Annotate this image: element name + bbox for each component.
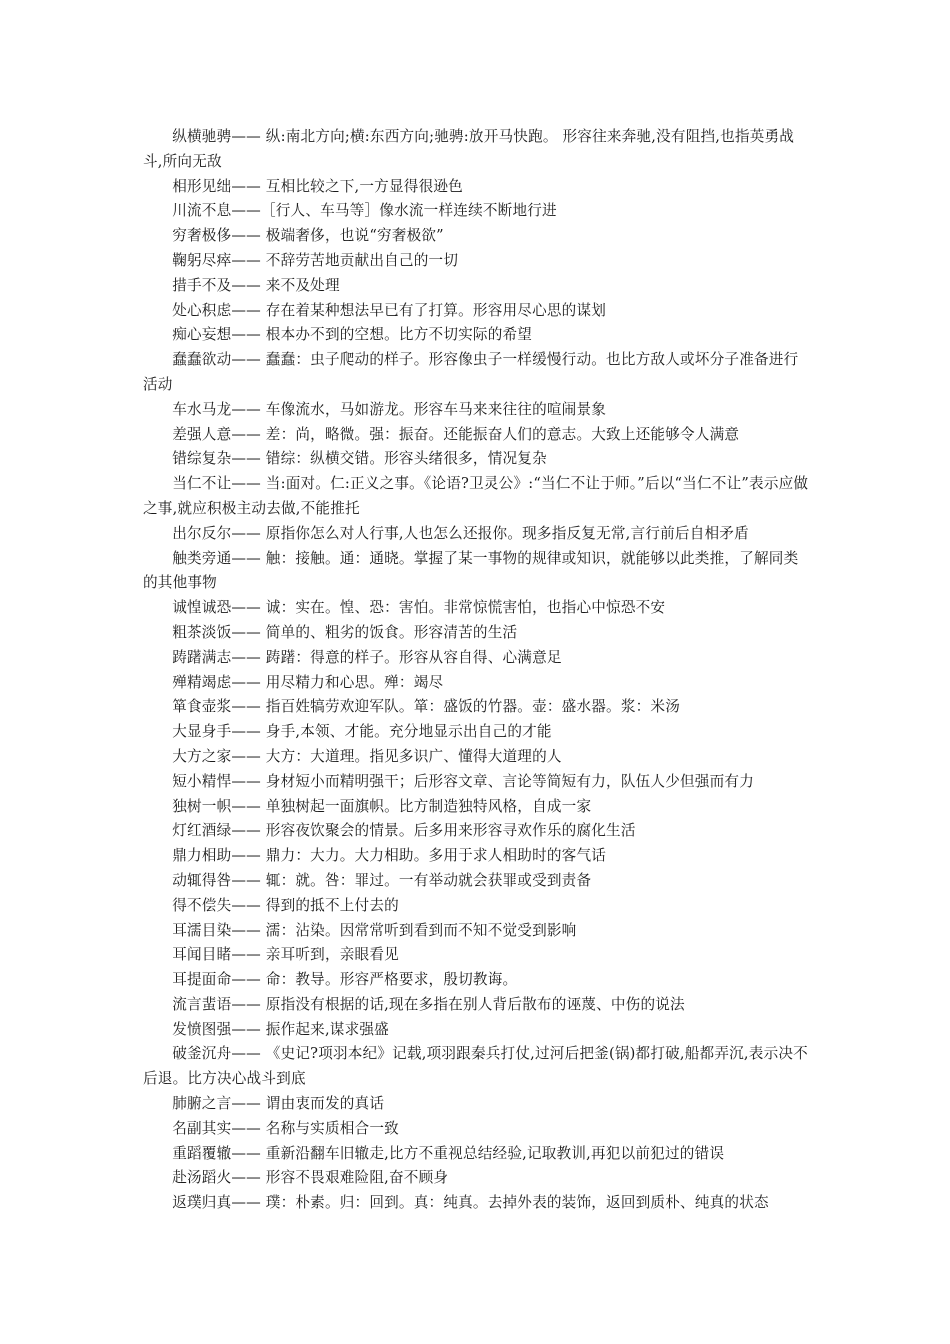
idiom-entry: 川流不息——［行人、车马等］像水流一样连续不断地行进 bbox=[172, 202, 557, 220]
idiom-entry: 鼎力相助—— 鼎力：大力。大力相助。多用于求人相助时的客气话 bbox=[172, 847, 607, 865]
idiom-entry: 动辄得咎—— 辄：就。咎：罪过。一有举动就会获罪或受到责备 bbox=[172, 871, 592, 889]
idiom-entry: 痴心妄想—— 根本办不到的空想。比方不切实际的希望 bbox=[172, 326, 533, 344]
idiom-entry: 发愤图强—— 振作起来,谋求强盛 bbox=[172, 1020, 389, 1038]
idiom-list bbox=[143, 125, 811, 1216]
idiom-entry: 箪食壶浆—— 指百姓犒劳欢迎军队。箪：盛饭的竹器。壶：盛水器。浆：米汤 bbox=[172, 698, 681, 716]
idiom-entry: 得不偿失—— 得到的抵不上付去的 bbox=[172, 896, 399, 914]
idiom-entry: 赴汤蹈火—— 形容不畏艰难险阻,奋不顾身 bbox=[172, 1169, 449, 1187]
idiom-entry: 灯红酒绿—— 形容夜饮聚会的情景。后多用来形容寻欢作乐的腐化生活 bbox=[172, 822, 636, 840]
idiom-entry: 粗茶淡饭—— 简单的、粗劣的饭食。形容清苦的生活 bbox=[172, 623, 518, 641]
idiom-entry: 鞠躬尽瘁—— 不辞劳苦地贡献出自己的一切 bbox=[172, 251, 459, 269]
idiom-entry: 错综复杂—— 错综：纵横交错。形容头绪很多，情况复杂 bbox=[172, 450, 547, 468]
idiom-entry: 返璞归真—— 璞：朴素。归：回到。真：纯真。去掉外表的装饰，返回到质朴、纯真的状态 bbox=[172, 1194, 769, 1212]
idiom-entry: 大显身手—— 身手,本领、才能。充分地显示出自己的才能 bbox=[172, 723, 552, 741]
idiom-entry: 殚精竭虑—— 用尽精力和心思。殚：竭尽 bbox=[172, 673, 444, 691]
idiom-entry: 破釜沉舟—— 《史记?项羽本纪》记载,项羽跟秦兵打仗,过河后把釜(锅)都打破,船都弄沉,表示决不后退。比方决心战斗到底 bbox=[143, 1045, 808, 1088]
idiom-entry: 相形见绌—— 互相比较之下,一方显得很逊色 bbox=[172, 177, 463, 195]
idiom-entry: 大方之家—— 大方：大道理。指见多识广、懂得大道理的人 bbox=[172, 747, 562, 765]
idiom-entry: 耳闻目睹—— 亲耳听到，亲眼看见 bbox=[172, 946, 399, 964]
idiom-entry: 流言蜚语—— 原指没有根据的话,现在多指在别人背后散布的诬蔑、中伤的说法 bbox=[172, 995, 685, 1013]
idiom-entry: 蠢蠢欲动—— 蠢蠢：虫子爬动的样子。形容像虫子一样缓慢行动。也比方敌人或坏分子准备进行活动 bbox=[143, 351, 799, 393]
idiom-entry: 名副其实—— 名称与实质相合一致 bbox=[172, 1119, 399, 1137]
idiom-entry: 肺腑之言—— 谓由衷而发的真话 bbox=[172, 1095, 385, 1113]
idiom-entry: 穷奢极侈—— 极端奢侈，也说“穷奢极欲” bbox=[172, 227, 444, 245]
idiom-entry: 触类旁通—— 触：接触。通：通晓。掌握了某一事物的规律或知识，就能够以此类推，了解同类的其他事物 bbox=[143, 549, 799, 592]
idiom-entry: 短小精悍—— 身材短小而精明强干；后形容文章、言论等简短有力，队伍人少但强而有力 bbox=[172, 772, 754, 790]
idiom-entry: 耳提面命—— 命：教导。形容严格要求，殷切教诲。 bbox=[172, 971, 518, 989]
idiom-entry: 出尔反尔—— 原指你怎么对人行事,人也怎么还报你。现多指反复无常,言行前后自相矛盾 bbox=[172, 524, 749, 542]
idiom-entry: 重蹈覆辙—— 重新沿翻车旧辙走,比方不重视总结经验,记取教训,再犯以前犯过的错误 bbox=[172, 1144, 725, 1162]
idiom-entry: 独树一帜—— 单独树起一面旗帜。比方制造独特风格，自成一家 bbox=[172, 797, 592, 815]
idiom-entry: 措手不及—— 来不及处理 bbox=[172, 276, 340, 294]
idiom-entry: 诚惶诚恐—— 诚：实在。惶、恐：害怕。非常惊慌害怕，也指心中惊恐不安 bbox=[172, 599, 666, 617]
idiom-entry: 纵横驰骋—— 纵:南北方向;横:东西方向;驰骋:放开马快跑。 形容往来奔驰,没有阻挡,也指英勇战斗,所向无敌 bbox=[143, 128, 795, 170]
idiom-entry: 踌躇满志—— 踌躇：得意的样子。形容从容自得、心满意足 bbox=[172, 648, 562, 666]
idiom-entry: 耳濡目染—— 濡：沾染。因常常听到看到而不知不觉受到影响 bbox=[172, 921, 577, 939]
idiom-entry: 车水马龙—— 车像流水，马如游龙。形容车马来来往往的喧闹景象 bbox=[172, 400, 607, 418]
idiom-entry: 差强人意—— 差：尚，略微。强：振奋。还能振奋人们的意志。大致上还能够令人满意 bbox=[172, 425, 740, 443]
idiom-entry: 当仁不让—— 当:面对。仁:正义之事。《论语?卫灵公》:“当仁不让于师。”后以“当仁不让”表示应做之事,就应积极主动去做,不能推托 bbox=[143, 475, 809, 517]
idiom-entry: 处心积虑—— 存在着某种想法早已有了打算。形容用尽心思的谋划 bbox=[172, 301, 607, 319]
